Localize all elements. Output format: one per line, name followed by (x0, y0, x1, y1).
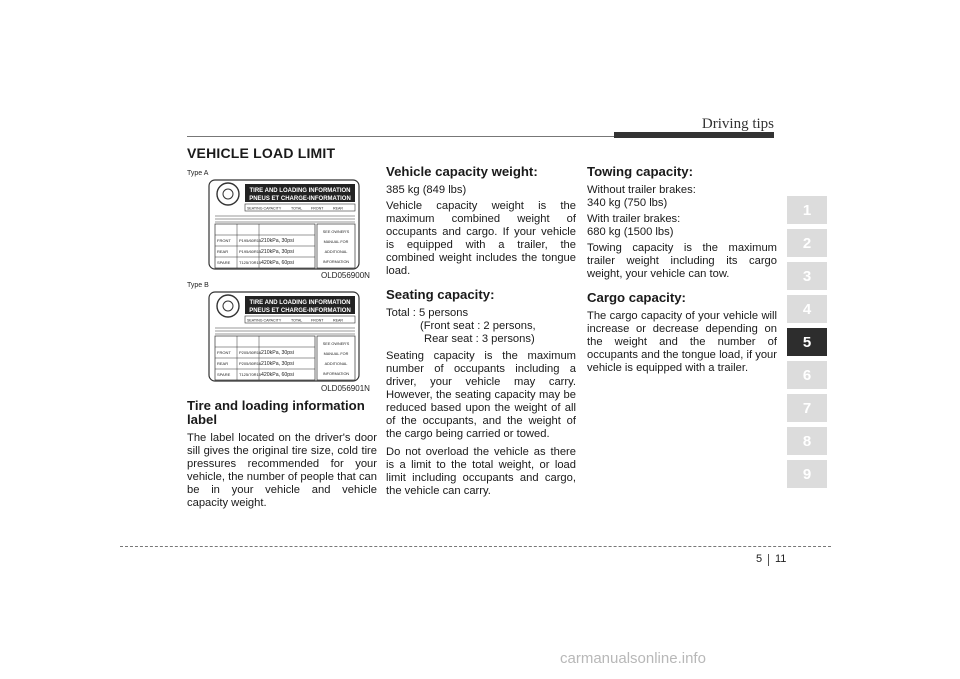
label-title-fr: PNEUS ET CHARGE-INFORMATION (249, 196, 351, 202)
header-bar (614, 132, 774, 138)
towing-without-label: Without trailer brakes: (587, 184, 696, 196)
towing-with-label: With trailer brakes: (587, 213, 681, 225)
chapter-tab-2[interactable]: 2 (787, 229, 827, 257)
tire-label-body: The label located on the driver's door sill gives the original tire size, cold tire pressures recommended for your vehicle, the number of people that can be in your vehicle and vehicle capacity weight. (187, 432, 377, 509)
tire-position: REAR (217, 249, 229, 254)
seating-rear: Rear seat : 3 persons) (424, 333, 535, 345)
chapter-tab-4[interactable]: 4 (787, 295, 827, 323)
section-title: Driving tips (701, 116, 774, 132)
footer-rule (120, 546, 831, 547)
tire-pressure: 210kPa, 30psi (261, 361, 294, 367)
tire-size: T125/70R15 (239, 260, 262, 265)
seating-cell-seating: SEATING CAPACITY (247, 206, 282, 211)
info-line: INFORMATION (322, 260, 350, 264)
cargo-body: The cargo capacity of your vehicle will increase or decrease depending on the weight and the number of occupants and the tongue load, if your vehicle is equipped with a trailer. (587, 310, 777, 374)
page-chapter: 5 (756, 553, 763, 565)
towing-without-value: 340 kg (750 lbs) (587, 197, 668, 209)
tire-label-heading: Tire and loading information label (187, 398, 365, 427)
watermark: carmanualsonline.info (560, 650, 706, 667)
chapter-tab-1[interactable]: 1 (787, 196, 827, 224)
tire-pressure: 210kPa, 30psi (261, 249, 294, 255)
seating-cell-rear: REAR (333, 206, 343, 211)
info-line: ADDITIONAL (324, 362, 348, 366)
towing-body: Towing capacity is the maximum trailer weight including its cargo weight, your vehicle can tow. (587, 242, 777, 280)
label-title-fr: PNEUS ET CHARGE-INFORMATION (249, 308, 351, 314)
info-line: INFORMATION (322, 372, 350, 376)
label-title: TIRE AND LOADING INFORMATION (249, 188, 351, 194)
seating-total: Total : 5 persons (386, 307, 469, 319)
seating-cell-front: FRONT (311, 206, 324, 211)
tire-pressure: 420kPa, 60psi (261, 372, 294, 378)
vehicle-capacity-value: 385 kg (849 lbs) (386, 184, 467, 196)
tire-position: SPARE (217, 372, 231, 377)
info-line: MANUAL FOR (323, 352, 349, 356)
tire-label-figure-b (187, 291, 373, 383)
chapter-tab-7[interactable]: 7 (787, 394, 827, 422)
tire-pressure: 420kPa, 60psi (261, 260, 294, 266)
seating-cell-rear: REAR (333, 318, 343, 323)
seating-cell-total: TOTAL (291, 206, 303, 211)
figure-b-type-label: Type B (187, 282, 209, 289)
tire-label-figure-a (187, 179, 373, 271)
tire-position: FRONT (217, 350, 231, 355)
towing-capacity-heading: Towing capacity: (587, 164, 694, 179)
chapter-tab-3[interactable]: 3 (787, 262, 827, 290)
seating-cell-total: TOTAL (291, 318, 303, 323)
tire-size: P205/50R16 (239, 350, 262, 355)
tire-position: REAR (217, 361, 229, 366)
info-line: MANUAL FOR (323, 240, 349, 244)
tire-size: P205/50R16 (239, 361, 262, 366)
page-number: 11 (775, 553, 787, 565)
info-line: SEE OWNER'S (322, 230, 350, 234)
seating-cell-seating: SEATING CAPACITY (247, 318, 282, 323)
figure-a-type-label: Type A (187, 170, 209, 177)
overload-warning: Do not overload the vehicle as there is a limit to the total weight, or load limit including occupants and cargo, the vehicle can carry. (386, 446, 576, 497)
column-2 (386, 165, 576, 503)
tire-size: P195/60R15 (239, 249, 262, 254)
column-3 (587, 165, 777, 380)
chapter-tab-8[interactable]: 8 (787, 427, 827, 455)
chapter-tab-9[interactable]: 9 (787, 460, 827, 488)
seating-front: (Front seat : 2 persons, (420, 320, 536, 332)
seating-capacity-heading: Seating capacity: (386, 287, 495, 302)
tire-size: T125/70R15 (239, 372, 262, 377)
chapter-tab-5[interactable]: 5 (787, 328, 827, 356)
seating-cell-front: FRONT (311, 318, 324, 323)
tire-size: P195/60R15 (239, 238, 262, 243)
vehicle-capacity-body: Vehicle capacity weight is the maximum combined weight of occupants and cargo. If your vehicle is equipped with a trailer, the combined weight includes the tongue load. (386, 200, 576, 277)
header-rule (187, 136, 614, 137)
figure-a-code: OLD056900N (321, 271, 370, 280)
info-line: SEE OWNER'S (322, 342, 350, 346)
tire-position: FRONT (217, 238, 231, 243)
tire-pressure: 210kPa, 30psi (261, 350, 294, 356)
seating-body: Seating capacity is the maximum number of occupants including a driver, your vehicle may carry. However, the seating capacity may be reduced based upon the weight of all of the occupants, and the weight of the cargo being carried or towed. (386, 350, 576, 440)
towing-with-value: 680 kg (1500 lbs) (587, 226, 674, 238)
label-title: TIRE AND LOADING INFORMATION (249, 300, 351, 306)
figure-b-code: OLD056901N (321, 384, 370, 393)
tire-position: SPARE (217, 260, 231, 265)
vehicle-capacity-heading: Vehicle capacity weight: (386, 164, 538, 179)
column-1 (187, 399, 377, 515)
tire-pressure: 210kPa, 30psi (261, 238, 294, 244)
chapter-tab-6[interactable]: 6 (787, 361, 827, 389)
info-line: ADDITIONAL (324, 250, 348, 254)
page-divider (768, 554, 769, 566)
cargo-capacity-heading: Cargo capacity: (587, 290, 686, 305)
page-title: VEHICLE LOAD LIMIT (187, 145, 336, 161)
